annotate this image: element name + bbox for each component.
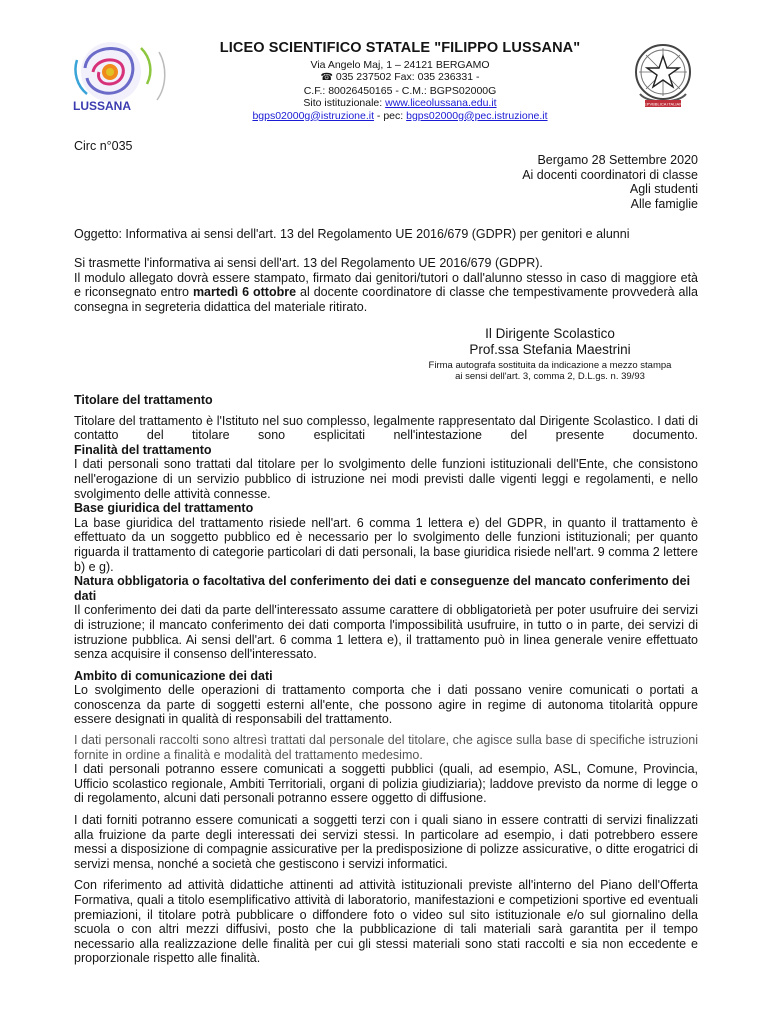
email-link[interactable]: bgps02000g@istruzione.it xyxy=(252,109,375,122)
signer-role: Il Dirigente Scolastico xyxy=(485,326,615,341)
deadline-date: martedì 6 ottobre xyxy=(192,285,297,300)
website-link[interactable]: www.liceolussana.edu.it xyxy=(385,97,497,110)
school-codes: C.F.: 80026450165 - C.M.: BGPS02000G xyxy=(303,84,497,97)
subject-line: Oggetto: Informativa ai sensi dell'art. 13 del Regolamento UE 2016/679 (GDPR) per genitori e alunni xyxy=(74,227,630,241)
date-place: Bergamo 28 Settembre 2020 xyxy=(537,153,698,167)
school-address: Via Angelo Maj, 1 – 24121 BERGAMO xyxy=(310,59,490,71)
signer-name: Prof.ssa Stefania Maestrini xyxy=(469,342,631,357)
school-name: LICEO SCIENTIFICO STATALE "FILIPPO LUSSANA" xyxy=(219,40,581,56)
section-text: I dati personali sono trattati dal titolare per lo svolgimento delle funzioni istituzionali dell'Ente, che consistono nell'erogazione di un servizio pubblico di istruzione nei modi previsti dalle vigenti leggi e regolamenti, e nello svolgimento delle attività connesse. xyxy=(74,457,698,501)
svg-text:REPVBBLICA ITALIANA: REPVBBLICA ITALIANA xyxy=(641,101,685,107)
republic-emblem xyxy=(628,38,698,112)
section-title: Titolare del trattamento xyxy=(74,393,213,407)
recipient: Agli studenti xyxy=(629,182,698,197)
section-text: Il conferimento dei dati da parte dell'interessato assume carattere di obbligatorietà per poter usufruire dei servizi di istruzione; il mancato conferimento dei dati comporta l'impossibilità usufruire, in tutto o in parte, dei servizi di istruzione pubblica. Ai sensi dell'art. 6 comma 1 lettera e), il trattamento può in linea generale venire effettuato senza acquisire il consenso dell'interessato. xyxy=(74,603,698,662)
signature-block xyxy=(400,326,700,382)
section-title: Base giuridica del trattamento xyxy=(74,501,254,516)
circolare-number: Circ n°035 xyxy=(74,139,133,153)
section-text: I dati personali raccolti sono altresì trattati dal personale del titolare, che agisce sulla base di specifiche istruzioni fornite in ordine a finalità e modalità del trattamento medesimo. xyxy=(74,733,698,762)
school-phone-fax: ☎ 035 237502 Fax: 035 236331 - xyxy=(320,71,480,84)
school-logo xyxy=(63,38,183,116)
section-text: I dati personali potranno essere comunicati a soggetti pubblici (quali, ad esempio, ASL, Comune, Provincia, Ufficio scolastico regionale, Ambiti Territoriali, organi di polizia giudiziaria); laddove previsto da norme di legge o di regolamento, alcuni dati personali potranno essere oggetto di diffusione. xyxy=(74,762,698,806)
section-text: Con riferimento ad attività didattiche attinenti ad attività istituzionali previste all'interno del Piano dell'Offerta Formativa, quali a titolo esemplificativo attività di laboratorio, manifestazioni e competizioni sportive ed eventuali premiazioni, il titolare potrà pubblicare o diffondere foto o video sul sito istituzionale e/o sul giornalino della scuola o con altri mezzi diffusivi, posto che la pubblicazione di tali materiali sarà garantita per il tempo necessario alla realizzazione delle finalità per cui gli stessi materiali sono stati raccolti e sia non eccedente e proporzionale rispetto alle finalità. xyxy=(74,878,698,966)
section-text: La base giuridica del trattamento risiede nell'art. 6 comma 1 lettera e) del GDPR, in quanto il trattamento è effettuato da un soggetto pubblico ed è necessario per lo svolgimento delle funzioni istituzionali; per quanto riguarda il trattamento di categorie particolari di dati personali, la base giuridica risiede nell'art. 9 comma 2 lettere b) e g). xyxy=(74,515,698,574)
pec-link[interactable]: bgps02000g@pec.istruzione.it xyxy=(406,109,548,122)
school-website: Sito istituzionale: www.liceolussana.edu.it xyxy=(303,97,497,110)
signature-note: Firma autografa sostituita da indicazione a mezzo stampa ai sensi dell'art. 3, comma 2, D.L.gs. n. 39/93 xyxy=(428,360,672,382)
letterhead xyxy=(190,40,610,122)
intro-block xyxy=(74,256,698,314)
section-text: Lo svolgimento delle operazioni di trattamento comporta che i dati possano venire comunicati o portati a conoscenza da parte di soggetti esterni all'ente, che possono agire in regime di autonoma titolarità oppure essere designati in qualità di responsabili del trattamento. xyxy=(74,683,698,727)
svg-text:LUSSANA: LUSSANA xyxy=(73,99,132,113)
intro-paragraph: Il modulo allegato dovrà essere stampato, firmato dai genitori/tutori o dall'alunno stesso in caso di maggiore età e riconsegnato entro martedì 6 ottobre al docente coordinatore di classe che tempestivamente provvederà alla consegna in segreteria didattica del materiale ritirato. xyxy=(74,270,698,314)
section-title: Ambito di comunicazione dei dati xyxy=(74,668,273,683)
recipient: Ai docenti coordinatori di classe xyxy=(522,167,698,182)
phone-icon: ☎ xyxy=(320,72,333,84)
school-emails: bgps02000g@istruzione.it - pec: bgps02000g@pec.istruzione.it xyxy=(252,109,548,122)
recipient: Alle famiglie xyxy=(630,196,698,211)
section-title: Finalità del trattamento xyxy=(74,442,212,457)
privacy-sections xyxy=(74,393,698,966)
intro-line: Si trasmette l'informativa ai sensi dell'art. 13 del Regolamento UE 2016/679 (GDPR). xyxy=(74,256,543,270)
section-title: Natura obbligatoria o facoltativa del conferimento dei dati e conseguenze del mancato conferimento dei dati xyxy=(74,574,691,603)
section-text: I dati forniti potranno essere comunicati a soggetti terzi con i quali siano in essere contratti di servizi finalizzati alla fruizione da parte degli interessati dei servizi stessi. In particolare ad esempio, i dati potrebbero essere messi a disposizione di compagnie assicurative per la predisposizione di polizze assicurative, o ditte erogatrici di servizi mensa, nonché a società che gestiscono i servizi informatici. xyxy=(74,813,698,871)
section-text: Titolare del trattamento è l'Istituto nel suo complesso, legalmente rappresentato dal Dirigente Scolastico. I dati di contatto del titolare sono esplicitati nell'intestazione del presente documento. xyxy=(74,413,698,443)
recipients-block xyxy=(522,153,698,211)
